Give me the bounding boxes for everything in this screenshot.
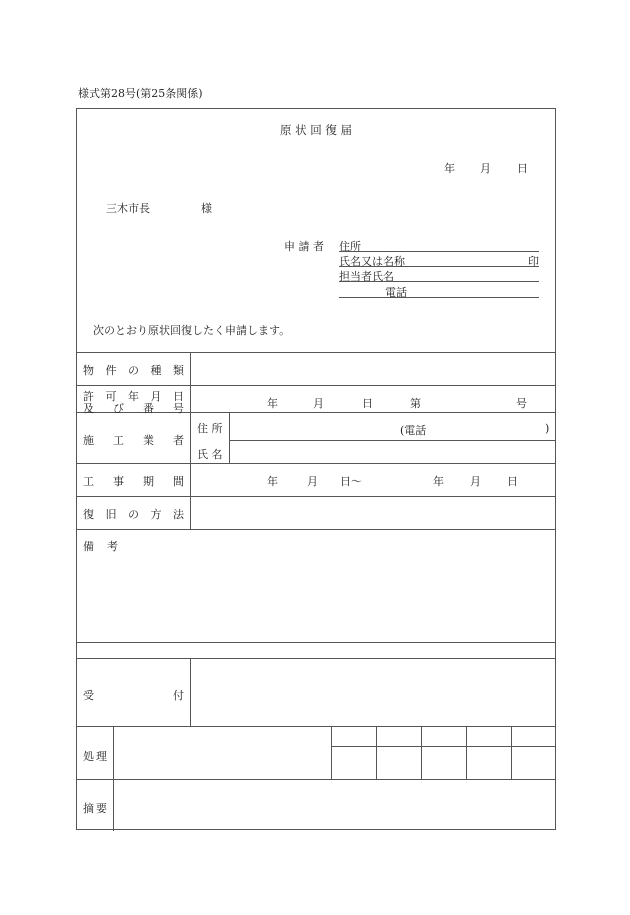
period-end-day: 日 [507, 475, 518, 488]
applicant-label: 申 請 者 [284, 240, 324, 253]
divider [77, 496, 555, 497]
period-label: 工 事 期 間 [83, 475, 184, 488]
divider [77, 779, 555, 780]
divider [77, 385, 555, 386]
applicant-address-label: 住所 [339, 240, 361, 253]
permit-year: 年 [267, 397, 278, 410]
period-start-month: 月 [307, 475, 318, 488]
applicant-name-label: 氏名又は名称 [339, 255, 405, 268]
contractor-name-label: 氏 名 [197, 448, 223, 461]
contractor-label: 施 工 業 者 [83, 434, 184, 447]
permit-month: 月 [313, 397, 324, 410]
date-month: 月 [480, 162, 491, 175]
method-label: 復 旧 の 方 法 [83, 508, 184, 521]
permit-day: 日 [362, 397, 373, 410]
applicant-phone-line [339, 297, 539, 298]
date-day: 日 [517, 162, 528, 175]
processing-label-divider [113, 726, 114, 831]
permit-no-prefix: 第 [410, 397, 421, 410]
date-year: 年 [444, 162, 455, 175]
processing-grid-divider [331, 726, 332, 779]
form-frame [76, 108, 556, 830]
processing-grid-divider [421, 726, 422, 779]
addressee-name: 三木市長 [106, 202, 150, 215]
label-column-divider [190, 352, 191, 529]
label-column-divider [190, 658, 191, 726]
permit-no-suffix: 号 [516, 397, 527, 410]
divider [77, 642, 555, 643]
divider [77, 529, 555, 530]
remarks-label: 備 考 [83, 540, 118, 553]
applicant-contact-line [339, 281, 539, 282]
divider [77, 726, 555, 727]
processing-grid-divider [511, 726, 512, 779]
applicant-phone-label: 電話 [385, 286, 407, 299]
form-title: 原 状 回 復 届 [279, 123, 353, 137]
applicant-seal: 印 [528, 255, 539, 268]
addressee-honorific: 様 [201, 202, 212, 215]
contractor-divider [229, 440, 555, 441]
divider [77, 463, 555, 464]
applicant-name-line [339, 266, 539, 267]
contractor-address-label: 住 所 [197, 422, 223, 435]
reception-label-left: 受 [83, 689, 94, 702]
permit-label-line1: 許 可 年 月 日 [83, 390, 184, 403]
processing-grid-divider [331, 746, 555, 747]
period-start-year: 年 [267, 475, 278, 488]
divider [77, 352, 555, 353]
form-number: 様式第28号(第25条関係) [78, 87, 203, 100]
applicant-address-line [339, 251, 539, 252]
processing-label: 処理 [83, 750, 109, 763]
reception-label-right: 付 [173, 689, 184, 702]
contractor-phone: (電話 [400, 424, 427, 437]
period-end-month: 月 [470, 475, 481, 488]
summary-label: 摘要 [83, 802, 109, 815]
period-start-day: 日〜 [340, 475, 362, 488]
period-end-year: 年 [433, 475, 444, 488]
intro-text: 次のとおり原状回復したく申請します。 [93, 324, 291, 337]
processing-grid-divider [376, 726, 377, 779]
contractor-phone-close: ) [545, 422, 550, 435]
contractor-subcolumn-divider [229, 412, 230, 463]
processing-grid-divider [466, 726, 467, 779]
permit-label-line2: 及 び 番 号 [83, 402, 184, 415]
applicant-contact-label: 担当者氏名 [339, 270, 394, 283]
divider [77, 658, 555, 659]
property-type-label: 物 件 の 種 類 [83, 364, 184, 377]
